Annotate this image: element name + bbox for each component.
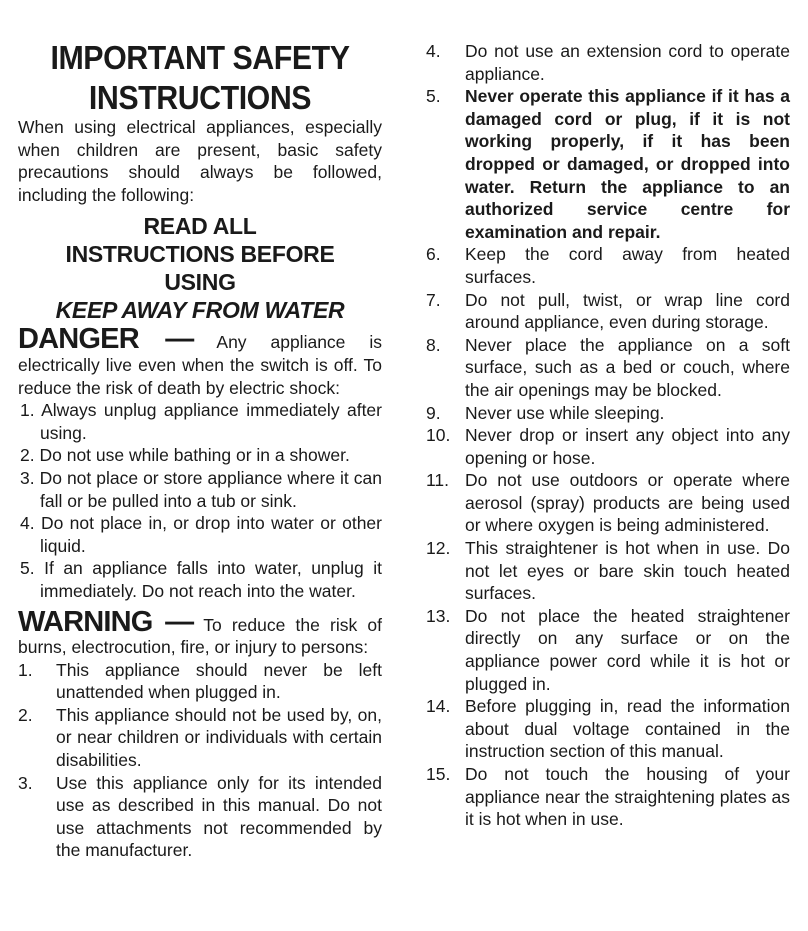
item-number: 1. [20,400,35,421]
intro-paragraph: When using electrical appliances, especially when children are present, basic safety precautions should always be followed, including the following: [18,117,382,205]
item-number: 15. [426,764,451,784]
item-text: Do not place or store appliance where it can fall or be pulled into a tub or sink. [39,467,382,511]
item-text: This straightener is hot when in use. Do not let eyes or bare skin touch heated surfaces. [465,538,790,604]
list-item [426,605,790,695]
item-text: Keep the cord away from heated surfaces. [465,244,790,287]
warning-text: To reduce the risk of burns, electrocution, fire, or injury to persons: [18,614,383,658]
item-text: Do not use while bathing or in a shower. [39,445,350,466]
item-text: Never drop or insert any object into any opening or hose. [465,425,790,468]
list-item [18,772,382,862]
item-number: 6. [426,244,441,265]
warning-list [18,659,382,862]
item-number: 7. [426,289,441,310]
list-item [426,695,790,763]
item-text: Never operate this appliance if it has a damaged cord or plug, if it is not working properly, if it has been dropped or damaged, or dropped into water. Return the appliance to an authorized service centre for examination and repair. [465,86,790,242]
danger-label: DANGER — [18,323,194,356]
item-text: Never place the appliance on a soft surface, such as a bed or couch, where the air openings may be blocked. [465,334,790,400]
list-item [18,399,382,444]
list-item [426,40,790,85]
left-column [18,38,382,862]
item-text: If an appliance falls into water, unplug it immediately. Do not reach into the water. [40,558,382,601]
list-item [426,469,790,537]
warning-label: WARNING — [18,605,194,638]
list-item [426,763,790,831]
list-item [426,334,790,402]
list-item [18,557,382,602]
item-number: 2. [20,445,35,466]
right-column [426,40,790,831]
item-number: 14. [426,696,451,717]
warning-paragraph [18,605,383,659]
item-number: 4. [426,41,441,61]
item-text: This appliance should not be used by, on, or near children or individuals with certain disabilities. [56,704,382,771]
item-number: 5. [426,86,441,107]
item-number: 11. [426,470,450,491]
item-number: 4. [20,513,35,534]
read-all-heading: READ ALL INSTRUCTIONS BEFORE USING [65,213,335,296]
item-text: Do not use outdoors or operate where aerosol (spray) products are being used or where oxygen is being administered. [465,470,790,536]
item-text: Never use while sleeping. [465,402,665,423]
item-text: Always unplug appliance immediately after using. [40,400,382,443]
item-text: Do not use an extension cord to operate appliance. [465,41,790,84]
item-number: 10. [426,425,451,446]
list-item [426,289,790,334]
item-text: Do not pull, twist, or wrap line cord around appliance, even during storage. [465,289,790,333]
item-number: 13. [426,605,451,626]
list-item [426,85,790,243]
item-text: Before plugging in, read the information about dual voltage contained in the instruction section of this manual. [465,696,790,762]
item-number: 3. [20,467,35,488]
item-text: This appliance should never be left unattended when plugged in. [56,659,382,703]
list-item [18,444,382,467]
item-text: Do not place in, or drop into water or other liquid. [40,513,382,556]
item-number: 8. [426,334,441,355]
item-text: Do not place the heated straightener directly on any surface or on the appliance power cord while it is hot or plugged in. [465,605,790,694]
list-item [426,402,790,425]
list-item [426,537,790,605]
list-item [18,512,382,557]
danger-paragraph [18,323,382,399]
list-item [426,424,790,469]
item-text: Use this appliance only for its intended use as described in this manual. Do not use attachments not recommended by the manufacturer. [56,772,382,861]
danger-text: Any appliance is electrically live even when the switch is off. To reduce the risk of death by electric shock: [18,332,382,398]
item-number: 12. [426,538,451,559]
item-number: 1. [18,659,33,680]
list-item [18,659,382,704]
item-number: 9. [426,402,441,423]
page-title: IMPORTANT SAFETY INSTRUCTIONS [50,39,350,116]
item-text: Do not touch the housing of your appliance near the straightening plates as it is hot when in use. [465,764,790,830]
danger-list [18,399,382,602]
list-item [18,467,382,512]
safety-list-continued [426,40,790,831]
list-item [426,243,790,288]
item-number: 2. [18,704,33,725]
item-number: 5. [20,558,35,579]
list-item [18,704,382,772]
item-number: 3. [18,772,33,793]
keep-away-heading: KEEP AWAY FROM WATER [55,297,345,324]
